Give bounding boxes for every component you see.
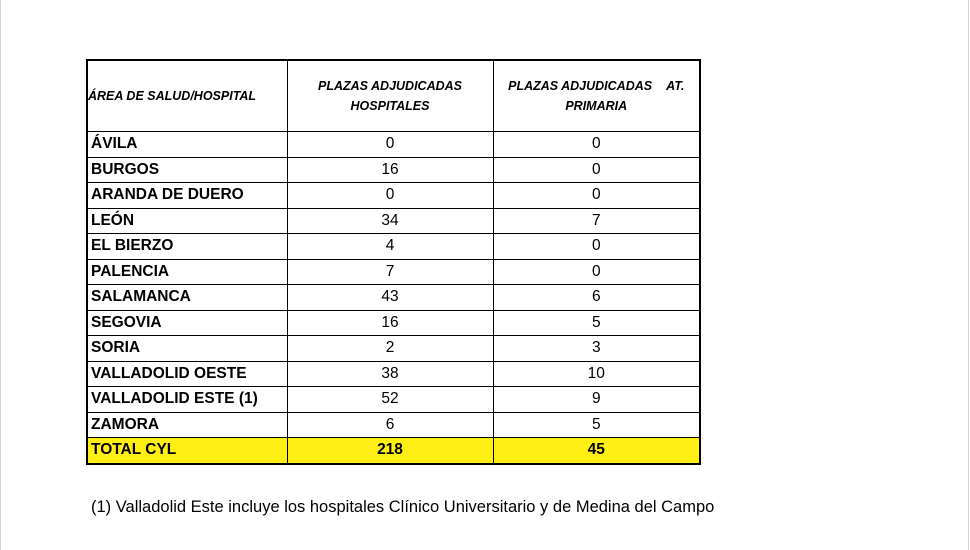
- row-hospitales: 0: [287, 183, 493, 209]
- table-row: [87, 336, 700, 362]
- row-hospitales: 7: [287, 259, 493, 285]
- row-area: PALENCIA: [87, 259, 287, 285]
- page-edge-left: [0, 0, 1, 550]
- row-area: BURGOS: [87, 157, 287, 183]
- row-hospitales: 16: [287, 310, 493, 336]
- row-hospitales: 34: [287, 208, 493, 234]
- total-row: [87, 438, 700, 464]
- row-hospitales: 38: [287, 361, 493, 387]
- row-primaria: 0: [493, 259, 700, 285]
- row-primaria: 6: [493, 285, 700, 311]
- header-primaria-line2: PRIMARIA: [565, 99, 628, 113]
- row-hospitales: 52: [287, 387, 493, 413]
- header-primaria-line1a: PLAZAS ADJUDICADAS: [508, 79, 653, 93]
- row-primaria: 0: [493, 157, 700, 183]
- row-area: SORIA: [87, 336, 287, 362]
- row-area: LEÓN: [87, 208, 287, 234]
- table-row: [87, 310, 700, 336]
- row-hospitales: 0: [287, 132, 493, 158]
- table-row: [87, 157, 700, 183]
- table-row: [87, 259, 700, 285]
- row-hospitales: 2: [287, 336, 493, 362]
- row-area: ÁVILA: [87, 132, 287, 158]
- total-hospitales: 218: [287, 438, 493, 464]
- row-area: EL BIERZO: [87, 234, 287, 260]
- row-area: VALLADOLID ESTE (1): [87, 387, 287, 413]
- total-area: TOTAL CYL: [87, 438, 287, 464]
- table-row: [87, 361, 700, 387]
- header-area: ÁREA DE SALUD/HOSPITAL: [87, 60, 287, 132]
- table-row: [87, 208, 700, 234]
- table-row: [87, 412, 700, 438]
- row-hospitales: 43: [287, 285, 493, 311]
- table-header-row: [87, 60, 700, 132]
- table-row: [87, 285, 700, 311]
- row-hospitales: 16: [287, 157, 493, 183]
- header-primaria: [493, 60, 700, 132]
- footnote: (1) Valladolid Este incluye los hospitales Clínico Universitario y de Medina del Campo: [91, 498, 715, 516]
- row-area: ZAMORA: [87, 412, 287, 438]
- row-hospitales: 4: [287, 234, 493, 260]
- table-row: [87, 132, 700, 158]
- table-row: [87, 387, 700, 413]
- row-hospitales: 6: [287, 412, 493, 438]
- row-area: VALLADOLID OESTE: [87, 361, 287, 387]
- row-primaria: 7: [493, 208, 700, 234]
- row-area: SEGOVIA: [87, 310, 287, 336]
- total-primaria: 45: [493, 438, 700, 464]
- row-primaria: 0: [493, 183, 700, 209]
- header-primaria-line1b: AT.: [666, 79, 685, 93]
- row-primaria: 5: [493, 310, 700, 336]
- table-row: [87, 183, 700, 209]
- plazas-table: [86, 59, 701, 465]
- row-primaria: 5: [493, 412, 700, 438]
- row-area: ARANDA DE DUERO: [87, 183, 287, 209]
- page-edge-right: [968, 0, 969, 550]
- table-body: [87, 132, 700, 464]
- row-primaria: 0: [493, 234, 700, 260]
- header-hospitales-line2: HOSPITALES: [350, 99, 430, 113]
- row-primaria: 10: [493, 361, 700, 387]
- row-primaria: 0: [493, 132, 700, 158]
- header-hospitales-line1: PLAZAS ADJUDICADAS: [318, 79, 462, 93]
- header-hospitales: [287, 60, 493, 132]
- row-area: SALAMANCA: [87, 285, 287, 311]
- row-primaria: 3: [493, 336, 700, 362]
- table-row: [87, 234, 700, 260]
- row-primaria: 9: [493, 387, 700, 413]
